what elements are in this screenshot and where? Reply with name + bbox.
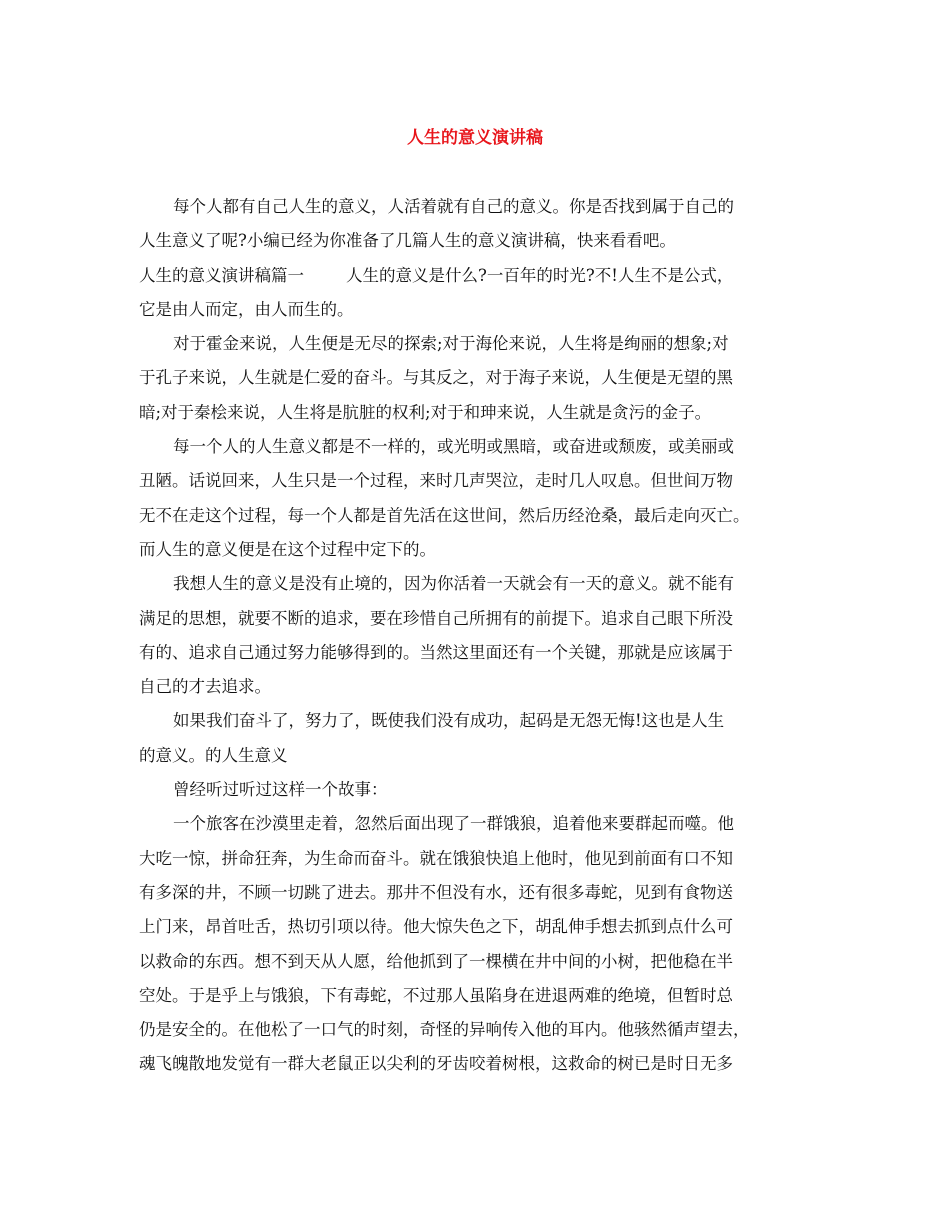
text-line: 自己的才去追求。 [139,677,271,697]
text-line: 以救命的东西。想不到天从人愿，给他抓到了一棵横在井中间的小树，把他稳在半 [139,951,733,971]
text-line: 大吃一惊，拼命狂奔，为生命而奋斗。就在饿狼快追上他时，他见到前面有口不知 [139,848,733,868]
text-line: 每一个人的人生意义都是不一样的，或光明或黑暗，或奋进或颓废，或美丽或 [173,437,734,457]
text-line: 如果我们奋斗了，努力了，既使我们没有成功，起码是无怨无悔!这也是人生 [173,711,725,731]
text-line: 曾经听过听过这样一个故事： [173,780,388,800]
text-line: 丑陋。话说回来，人生只是一个过程，来时几声哭泣，走时几人叹息。但世间万物 [139,471,733,491]
text-line: 人生的意义是什么?一百年的时光?不!人生不是公式， [346,265,734,285]
text-line: 的意义。的人生意义 [139,745,288,765]
text-line: 暗;对于秦桧来说，人生将是肮脏的权利;对于和珅来说，人生就是贪污的金子。 [139,402,712,422]
text-line: 有多深的井，不顾一切跳了进去。那井不但没有水，还有很多毒蛇，见到有食物送 [139,882,733,902]
text-line: 魂飞魄散地发觉有一群大老鼠正以尖利的牙齿咬着树根，这救命的树已是时日无多 [139,1054,733,1074]
text-line: 仍是安全的。在他松了一口气的时刻，奇怪的异响传入他的耳内。他骇然循声望去， [139,1020,750,1040]
text-line: 满足的思想，就要不断的追求，要在珍惜自己所拥有的前提下。追求自己眼下所没 [139,608,733,628]
text-line: 一个旅客在沙漠里走着，忽然后面出现了一群饿狼，追着他来要群起而噬。他 [173,814,734,834]
text-line: 于孔子来说，人生就是仁爱的奋斗。与其反之，对于海子来说，人生便是无望的黑 [139,368,733,388]
section-heading-line [139,259,819,293]
text-line: 它是由人而定，由人而生的。 [139,299,354,319]
text-line: 我想人生的意义是没有止境的，因为你活着一天就会有一天的意义。就不能有 [173,574,734,594]
document-title: 人生的意义演讲稿 [407,128,543,148]
text-line: 无不在走这个过程，每一个人都是首先活在这世间，然后历经沧桑，最后走向灭亡。 [139,505,750,525]
text-line: 人生意义了呢?小编已经为你准备了几篇人生的意义演讲稿，快来看看吧。 [139,231,676,251]
text-line: 每个人都有自己人生的意义，人活着就有自己的意义。你是否找到属于自己的 [173,197,734,216]
text-line: 而人生的意义便是在这个过程中定下的。 [139,539,436,559]
text-line: 空处。于是乎上与饿狼，下有毒蛇，不过那人虽陷身在进退两难的绝境，但暂时总 [139,985,733,1005]
section-heading: 人生的意义演讲稿篇一 [139,265,304,285]
text-line: 有的、追求自己通过努力能够得到的。当然这里面还有一个关键，那就是应该属于 [139,642,733,662]
document-body [139,190,819,1082]
text-line: 对于霍金来说，人生便是无尽的探索;对于海伦来说，人生将是绚丽的想象;对 [173,334,729,354]
text-line: 上门来，昂首吐舌，热切引项以待。他大惊失色之下，胡乱伸手想去抓到点什么可 [139,917,733,937]
